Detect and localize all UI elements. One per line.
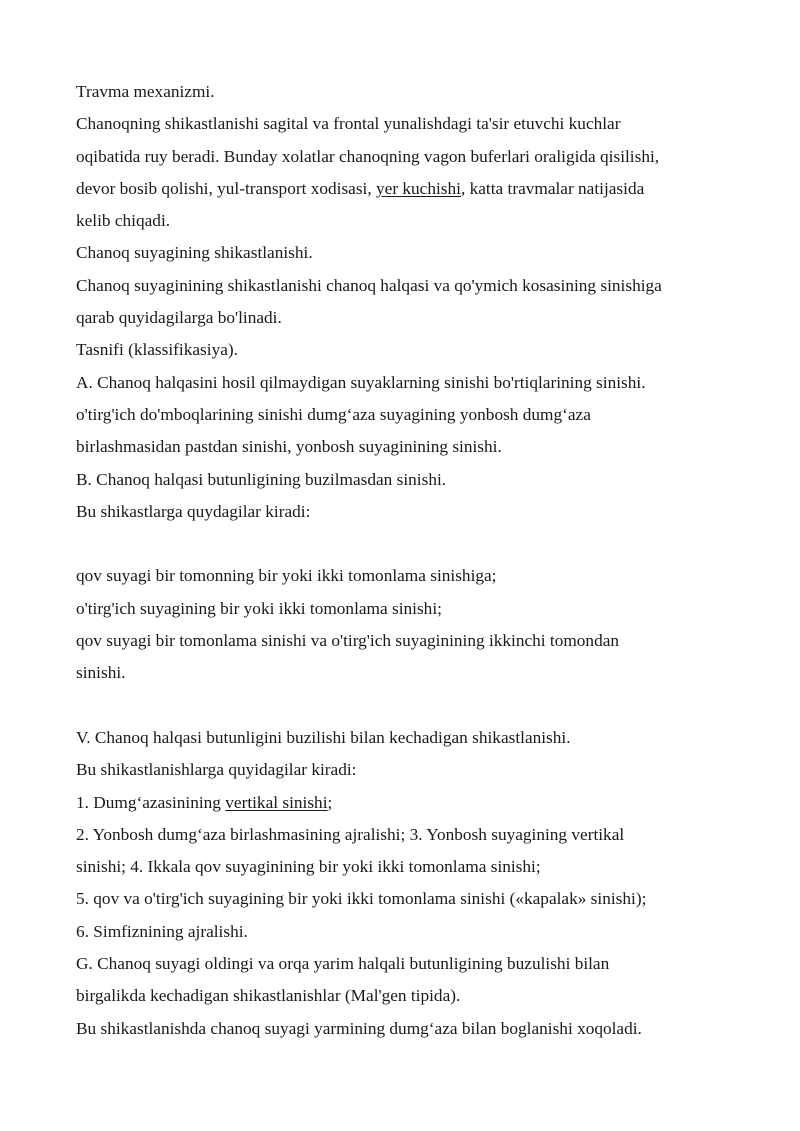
paragraph-line: birgalikda kechadigan shikastlanishlar (Mal'gen tipida). <box>76 986 461 1006</box>
list-item: o'tirg'ich suyagining bir yoki ikki tomonlama sinishi; <box>76 598 442 618</box>
section-heading-classification: Tasnifi (klassifikasiya). <box>76 340 238 360</box>
classification-item-a: A. Chanoq halqasini hosil qilmaydigan suyaklarning sinishi bo'rtiqlarining sinishi. <box>76 372 646 392</box>
list-item: qov suyagi bir tomonlama sinishi va o'tirg'ich suyaginining ikkinchi tomondan <box>76 631 620 651</box>
blank-line <box>76 528 726 560</box>
list-item-continuation: sinishi. <box>76 663 126 683</box>
list-item: qov suyagi bir tomonning bir yoki ikki tomonlama sinishiga; <box>76 566 497 586</box>
link-vertikal-sinishi[interactable]: vertikal sinishi <box>225 792 328 812</box>
paragraph-line: oqibatida ruy beradi. Bunday xolatlar chanoqning vagon buferlari oraligida qisilishi, <box>76 146 660 166</box>
paragraph-line: Bu shikastlanishlarga quyidagilar kiradi: <box>76 760 357 780</box>
numbered-item-continuation: sinishi; 4. Ikkala qov suyaginining bir yoki ikki tomonlama sinishi; <box>76 857 541 877</box>
text-span: 1. Dumg‘azasinining <box>76 792 226 812</box>
text-span: devor bosib qolishi, yul-transport xodisasi, <box>76 178 377 198</box>
paragraph-line: o'tirg'ich do'mboqlarining sinishi dumg‘aza suyagining yonbosh dumg‘aza <box>76 404 591 424</box>
classification-item-v: V. Chanoq halqasi butunligini buzilishi bilan kechadigan shikastlanishi. <box>76 727 571 747</box>
document-body <box>76 76 726 1045</box>
classification-item-b: B. Chanoq halqasi butunligining buzilmasdan sinishi. <box>76 469 447 489</box>
paragraph-line: Bu shikastlarga quydagilar kiradi: <box>76 501 311 521</box>
text-span: ; <box>327 792 333 812</box>
numbered-item: 2. Yonbosh dumg‘aza birlashmasining ajralishi; 3. Yonbosh suyagining vertikal <box>76 824 625 844</box>
blank-line <box>76 690 726 722</box>
section-heading-mechanism: Travma mexanizmi. <box>76 82 215 101</box>
paragraph-line: qarab quyidagilarga bo'linadi. <box>76 308 282 328</box>
paragraph-line: Bu shikastlanishda chanoq suyagi yarmining dumg‘aza bilan boglanishi xoqoladi. <box>76 1018 642 1038</box>
section-heading-pelvis-injury: Chanoq suyagining shikastlanishi. <box>76 243 313 263</box>
paragraph-line: kelib chiqadi. <box>76 211 171 231</box>
paragraph-line <box>76 173 726 205</box>
link-yer-kuchishi[interactable]: yer kuchishi <box>376 178 461 198</box>
classification-item-g: G. Chanoq suyagi oldingi va orqa yarim halqali butunligining buzulishi bilan <box>76 954 610 974</box>
paragraph-line: Chanoqning shikastlanishi sagital va frontal yunalishdagi ta'sir etuvchi kuchlar <box>76 114 621 134</box>
paragraph-line: birlashmasidan pastdan sinishi, yonbosh suyaginining sinishi. <box>76 437 502 457</box>
numbered-item <box>76 787 726 819</box>
numbered-item: 6. Simfiznining ajralishi. <box>76 921 248 941</box>
paragraph-line: Chanoq suyaginining shikastlanishi chanoq halqasi va qo'ymich kosasining sinishiga <box>76 275 662 295</box>
text-span: , katta travmalar natijasida <box>460 178 645 198</box>
numbered-item: 5. qov va o'tirg'ich suyagining bir yoki ikki tomonlama sinishi («kapalak» sinishi); <box>76 889 647 909</box>
